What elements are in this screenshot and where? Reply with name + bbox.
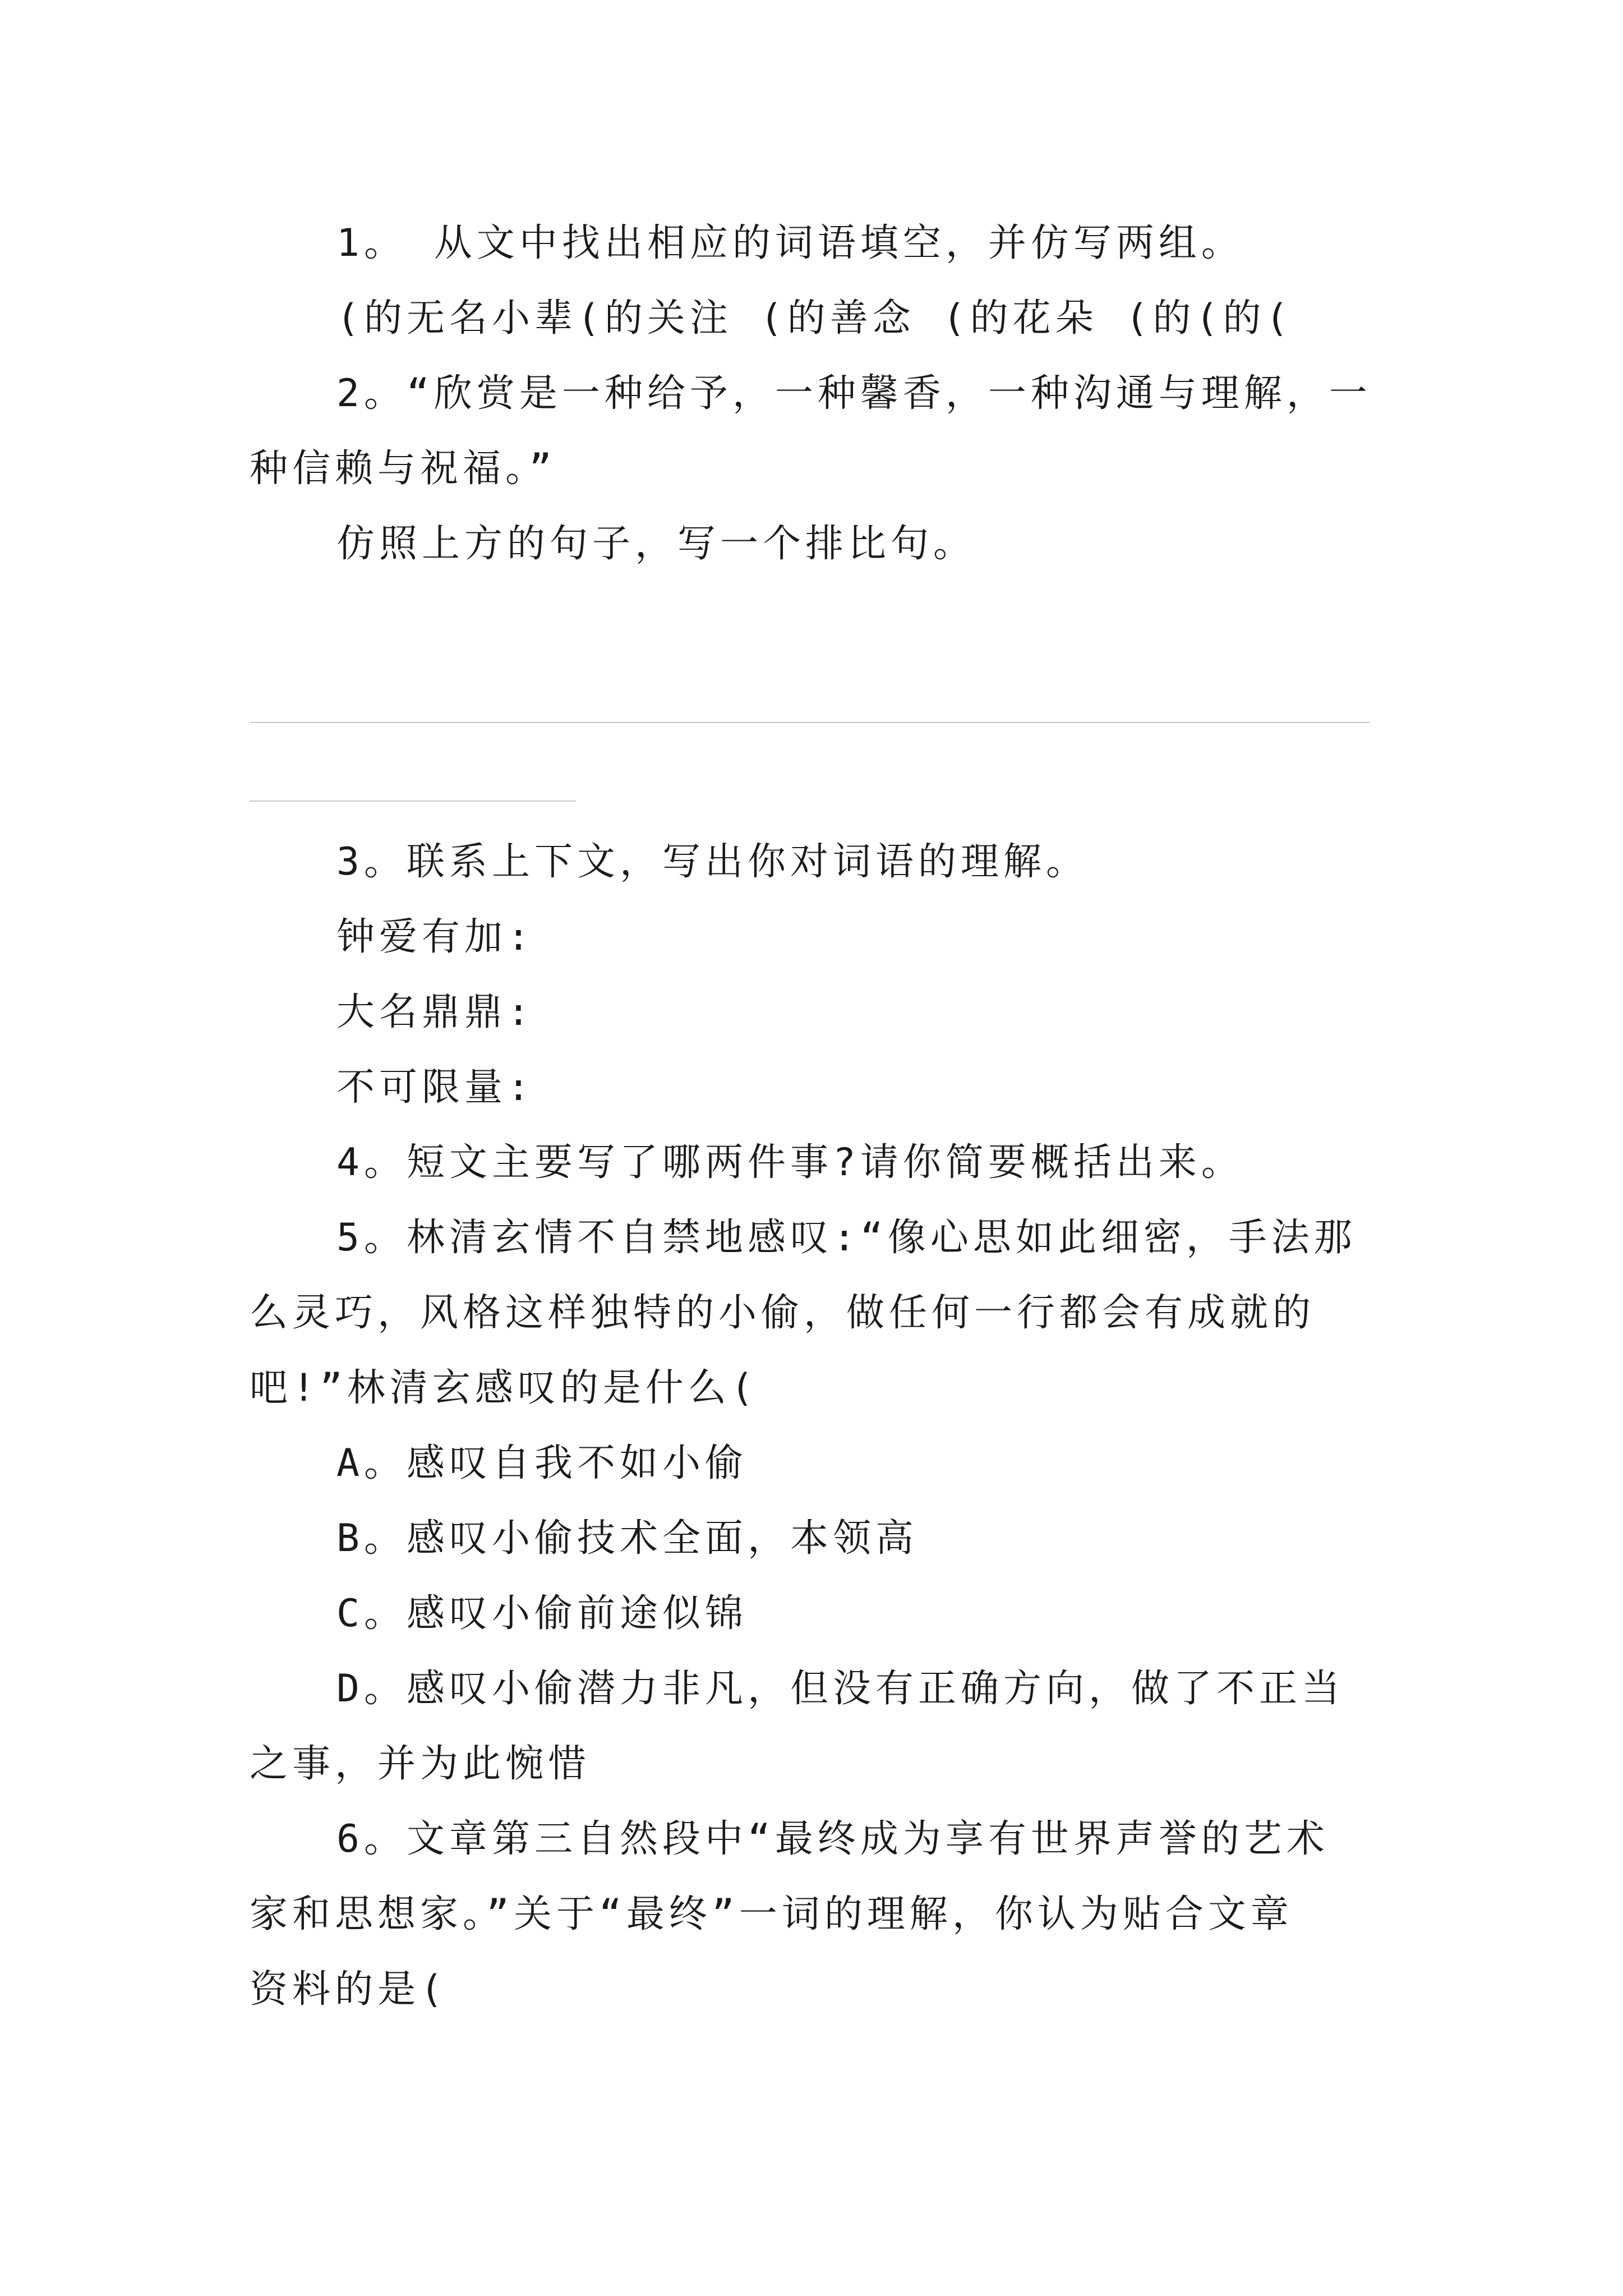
question-5-option-d: D。感叹小偷潜力非凡，但没有正确方向，做了不正当 <box>336 1667 1344 1711</box>
question-3-term-1: 钟爱有加: <box>336 915 534 959</box>
question-3-prompt: 3。联系上下文，写出你对词语的理解。 <box>336 840 1089 884</box>
question-2-instruction: 仿照上方的句子，写一个排比句。 <box>336 522 976 566</box>
question-5-option-c: C。感叹小偷前途似锦 <box>336 1591 748 1636</box>
question-5-option-a: A。感叹自我不如小偷 <box>336 1441 748 1485</box>
question-2-quote: 2。“欣赏是一种给予，一种馨香，一种沟通与理解，一 <box>336 371 1372 416</box>
question-5-prompt-end: 吧!”林清玄感叹的是什么( <box>250 1366 758 1410</box>
question-6-prompt-continued: 家和思想家。”关于“最终”一词的理解，你认为贴合文章 <box>250 1892 1293 1936</box>
question-3-term-3: 不可限量: <box>336 1065 534 1110</box>
question-1-prompt: 1。 从文中找出相应的词语填空，并仿写两组。 <box>336 221 1244 265</box>
question-2-quote-continued: 种信赖与祝福。” <box>250 447 556 491</box>
question-1-blanks: (的无名小辈(的关注 (的善念 (的花朵 (的(的( <box>336 296 1293 341</box>
answer-line-short <box>250 800 576 802</box>
question-5-option-b: B。感叹小偷技术全面，本领高 <box>336 1516 918 1561</box>
question-5-option-d-continued: 之事，并为此惋惜 <box>250 1742 591 1786</box>
question-5-prompt: 5。林清玄情不自禁地感叹:“像心思如此细密，手法那 <box>336 1216 1357 1260</box>
question-3-term-2: 大名鼎鼎: <box>336 990 534 1034</box>
question-6-prompt: 6。文章第三自然段中“最终成为享有世界声誉的艺术 <box>336 1817 1329 1861</box>
answer-line <box>250 722 1370 723</box>
question-6-prompt-end: 资料的是( <box>250 1967 448 2012</box>
question-4-prompt: 4。短文主要写了哪两件事?请你简要概括出来。 <box>336 1140 1244 1185</box>
question-5-prompt-continued: 么灵巧，风格这样独特的小偷，做任何一行都会有成就的 <box>250 1291 1316 1335</box>
